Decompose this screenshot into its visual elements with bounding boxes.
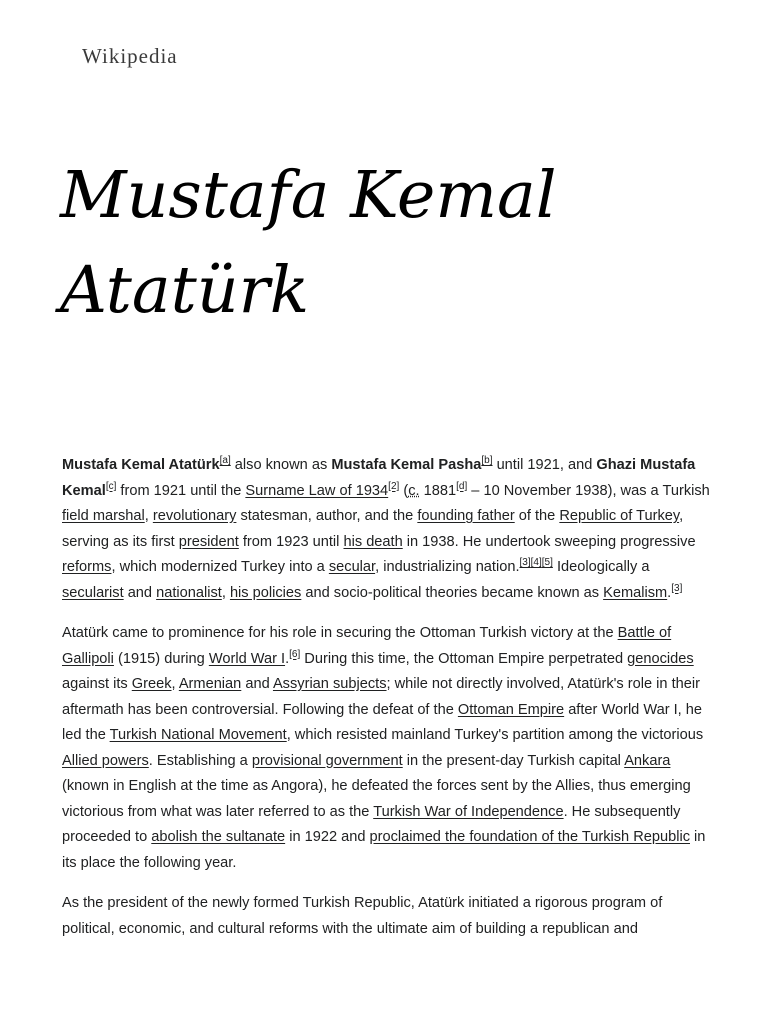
text: statesman, author, and the xyxy=(236,508,418,524)
link-secular[interactable]: secular xyxy=(328,559,376,575)
text: , which modernized Turkey into a xyxy=(111,559,329,575)
text: from 1923 until xyxy=(238,533,344,550)
text: and xyxy=(241,676,273,692)
bold-pasha-name: Mustafa Kemal Pasha xyxy=(331,457,482,473)
link-armenian[interactable]: Armenian xyxy=(178,676,242,692)
footnote-3-second-link[interactable]: [3] xyxy=(671,582,683,594)
text: . He subsequently proceeded to xyxy=(62,803,681,845)
text: . xyxy=(285,650,290,667)
text: . xyxy=(667,584,672,601)
text: , industrializing nation. xyxy=(375,559,520,575)
text: against its xyxy=(62,676,132,692)
footnote-5[interactable] xyxy=(542,557,553,568)
footnote-d[interactable] xyxy=(456,481,467,492)
lead-paragraph-2 xyxy=(62,621,710,876)
footnote-b-link[interactable]: [b] xyxy=(481,455,493,467)
text: ; while not directly involved, Atatürk's role in their aftermath has been controversial. Following the defeat of the xyxy=(62,676,700,718)
text: Atatürk came to prominence for his role in securing the Ottoman Turkish victory at the xyxy=(62,625,618,641)
bold-ghazi-name: Ghazi Mustafa Kemal xyxy=(62,457,696,499)
circa-abbreviation: c. xyxy=(408,482,420,499)
bold-subject-name: Mustafa Kemal Atatürk xyxy=(62,457,220,473)
footnote-b[interactable] xyxy=(481,455,492,466)
link-ankara[interactable]: Ankara xyxy=(624,752,671,769)
text: of the xyxy=(514,508,560,524)
link-battle-of-gallipoli[interactable]: Battle of Gallipoli xyxy=(62,625,672,667)
link-proclamation-of-republic[interactable]: proclaimed the foundation of the Turkish Republic xyxy=(369,829,690,845)
footnote-3-link[interactable]: [3] xyxy=(519,557,531,569)
wikipedia-wordmark-logo[interactable]: Wikipedia xyxy=(82,44,178,68)
text: , which resisted mainland Turkey's partition among the victorious xyxy=(286,727,704,743)
text: and socio-political theories became known as xyxy=(301,584,604,601)
link-turkish-war-of-independence[interactable]: Turkish War of Independence xyxy=(373,803,564,820)
text: – 10 November 1938), was a Turkish xyxy=(467,482,710,499)
text: from 1921 until the xyxy=(116,482,246,499)
text: and xyxy=(123,584,157,601)
footnote-4[interactable] xyxy=(531,557,542,568)
footnote-d-link[interactable]: [d] xyxy=(456,480,468,492)
site-header xyxy=(82,40,178,76)
link-surname-law[interactable]: Surname Law of 1934 xyxy=(245,482,389,499)
link-assyrian-subjects[interactable]: Assyrian subjects xyxy=(272,676,387,692)
link-founding-father[interactable]: founding father xyxy=(417,508,515,524)
article-content xyxy=(62,453,710,957)
link-his-death[interactable]: his death xyxy=(343,533,403,550)
footnote-6-link[interactable]: [6] xyxy=(289,648,301,660)
link-provisional-government[interactable]: provisional government xyxy=(251,752,403,769)
text: As the president of the newly formed Turkish Republic, Atatürk initiated a rigorous program of political, economic, and cultural reforms with the ultimate aim of building a republican and xyxy=(62,895,663,937)
link-turkish-national-movement[interactable]: Turkish National Movement xyxy=(109,727,287,743)
footnote-a-link[interactable]: [a] xyxy=(219,455,231,467)
page-title: Mustafa Kemal Atatürk xyxy=(60,158,557,328)
text: , xyxy=(144,508,153,524)
text: (known in English at the time as Angora), he defeated the forces sent by the Allies, thus emerging victorious from what was later referred to as the xyxy=(62,778,691,820)
link-ottoman-empire[interactable]: Ottoman Empire xyxy=(457,701,565,718)
link-field-marshal[interactable]: field marshal xyxy=(62,508,145,524)
link-nationalist[interactable]: nationalist xyxy=(156,584,222,601)
link-president[interactable]: president xyxy=(178,533,239,550)
text: , xyxy=(171,676,179,692)
footnote-c-link[interactable]: [c] xyxy=(105,480,117,492)
footnote-5-link[interactable]: [5] xyxy=(541,557,553,569)
text: , serving as its first xyxy=(62,508,684,550)
link-revolutionary[interactable]: revolutionary xyxy=(152,508,237,524)
lead-paragraph-3 xyxy=(62,891,710,942)
text: in its place the following year. xyxy=(62,829,706,871)
footnote-2-link[interactable]: [2] xyxy=(388,480,400,492)
footnote-a[interactable] xyxy=(220,455,231,466)
link-kemalism[interactable]: Kemalism xyxy=(603,584,668,601)
text: after World War I, he led the xyxy=(62,701,703,743)
text: , xyxy=(221,584,230,601)
text: 1881 xyxy=(419,482,457,499)
text: in 1922 and xyxy=(285,829,370,845)
link-secularist[interactable]: secularist xyxy=(62,584,124,601)
text: also known as xyxy=(230,457,332,473)
link-allied-powers[interactable]: Allied powers xyxy=(62,752,149,769)
link-greek[interactable]: Greek xyxy=(131,676,172,692)
text: ( xyxy=(399,482,409,499)
footnote-2[interactable] xyxy=(388,481,399,492)
text: until 1921, and xyxy=(492,457,597,473)
text: During this time, the Ottoman Empire perpetrated xyxy=(300,650,628,667)
link-republic-of-turkey[interactable]: Republic of Turkey xyxy=(559,508,680,524)
text: . Establishing a xyxy=(148,752,252,769)
link-abolish-the-sultanate[interactable]: abolish the sultanate xyxy=(151,829,286,845)
footnote-3[interactable] xyxy=(520,557,531,568)
text: in the present-day Turkish capital xyxy=(402,752,625,769)
footnote-6[interactable] xyxy=(289,649,300,660)
text: (1915) during xyxy=(113,650,209,667)
link-his-policies[interactable]: his policies xyxy=(229,584,302,601)
footnote-4-link[interactable]: [4] xyxy=(530,557,542,569)
footnote-3-second[interactable] xyxy=(671,583,682,594)
link-world-war-i[interactable]: World War I xyxy=(208,650,286,667)
text: Ideologically a xyxy=(552,559,650,575)
text: in 1938. He undertook sweeping progressive xyxy=(402,533,696,550)
lead-paragraph-1 xyxy=(62,453,710,606)
link-genocides[interactable]: genocides xyxy=(627,650,694,667)
footnote-c[interactable] xyxy=(106,481,117,492)
link-reforms[interactable]: reforms xyxy=(62,559,112,575)
